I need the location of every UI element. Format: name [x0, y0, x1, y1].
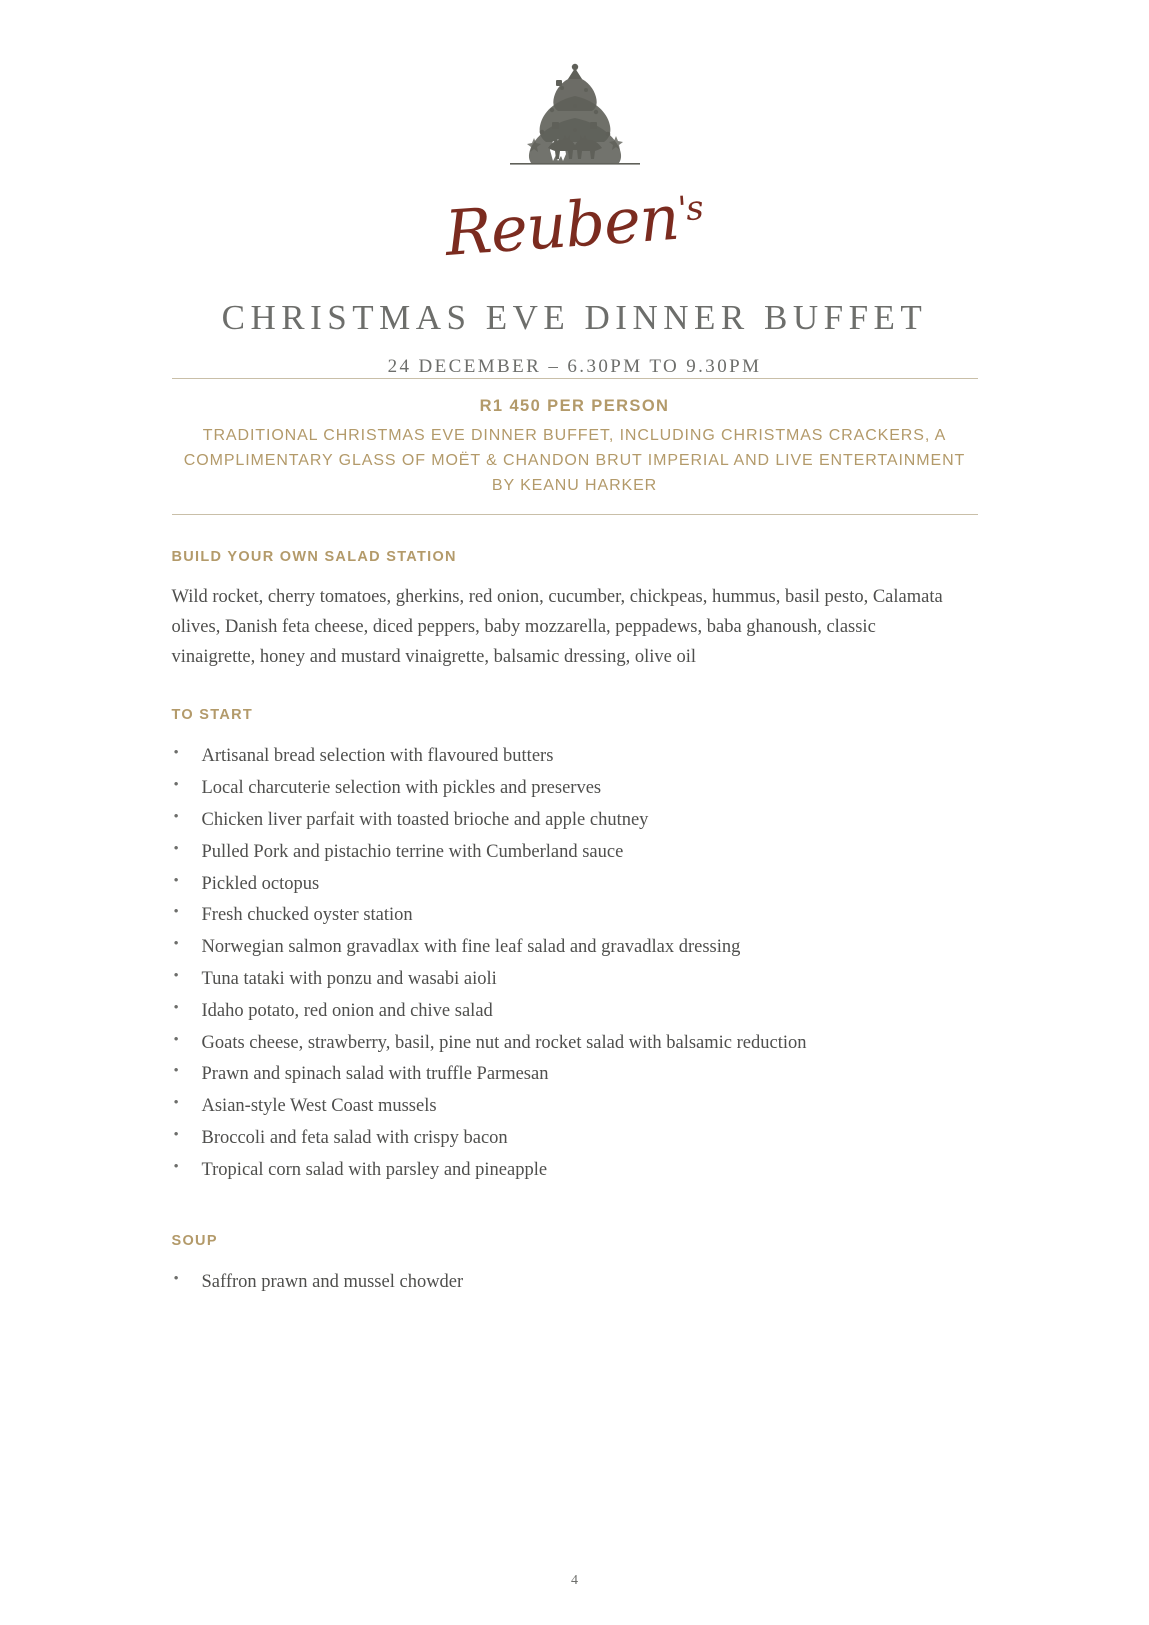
page-number: 4 — [571, 1573, 578, 1588]
section-heading-soup: SOUP — [171, 1232, 218, 1249]
list-item: • Asian-style West Coast mussels — [172, 1091, 978, 1123]
brand-name: Reuben — [443, 180, 682, 270]
soup-list — [172, 1267, 978, 1299]
list-item: • Broccoli and feta salad with crispy bacon — [172, 1123, 978, 1155]
page-subtitle: 24 DECEMBER – 6.30PM TO 9.30PM — [387, 356, 762, 377]
to-start-list — [172, 741, 978, 1186]
list-item: • Saffron prawn and mussel chowder — [172, 1267, 978, 1299]
divider-bottom — [172, 514, 978, 515]
brand-logo — [0, 180, 1149, 270]
christmas-tree-icon — [0, 0, 1149, 172]
list-item: • Goats cheese, strawberry, basil, pine nut and rocket salad with balsamic reduction — [172, 1028, 978, 1060]
price-banner — [172, 379, 978, 514]
list-item: • Tuna tataki with ponzu and wasabi aioli — [172, 964, 978, 996]
list-item: • Artisanal bread selection with flavoured butters — [172, 741, 978, 773]
brand-apostrophe: 's — [676, 188, 705, 230]
section-to-start — [172, 707, 978, 1186]
list-item: • Pulled Pork and pistachio terrine with Cumberland sauce — [172, 837, 978, 869]
list-item: • Pickled octopus — [172, 869, 978, 901]
price-label: R1 450 PER PERSON — [479, 397, 670, 415]
list-item: • Fresh chucked oyster station — [172, 900, 978, 932]
menu-content — [172, 378, 978, 1298]
list-item: • Idaho potato, red onion and chive salad — [172, 996, 978, 1028]
section-soup — [172, 1233, 978, 1299]
list-item: • Norwegian salmon gravadlax with fine leaf salad and gravadlax dressing — [172, 932, 978, 964]
salad-description: Wild rocket, cherry tomatoes, gherkins, red onion, cucumber, chickpeas, hummus, basil pesto, Calamata olives, Danish feta cheese, diced peppers, baby mozzarella, peppadews, baba ghanoush, classic vinaigrette, honey and mustard vinaigrette, balsamic dressing, olive oil — [171, 587, 943, 668]
section-heading-salad: BUILD YOUR OWN SALAD STATION — [171, 549, 457, 566]
list-item: • Local charcuterie selection with pickles and preserves — [172, 773, 978, 805]
list-item: • Tropical corn salad with parsley and pineapple — [172, 1155, 978, 1187]
section-salad-station — [172, 549, 978, 673]
list-item: • Prawn and spinach salad with truffle Parmesan — [172, 1059, 978, 1091]
banner-description: TRADITIONAL CHRISTMAS EVE DINNER BUFFET, INCLUDING CHRISTMAS CRACKERS, A COMPLIMENTARY GLASS OF MOËT & CHANDON BRUT IMPERIAL AND LIVE ENTERTAINMENT BY KEANU HARKER — [183, 427, 966, 494]
section-heading-to-start: TO START — [171, 707, 254, 724]
list-item: • Chicken liver parfait with toasted brioche and apple chutney — [172, 805, 978, 837]
page-title: CHRISTMAS EVE DINNER BUFFET — [221, 298, 928, 337]
